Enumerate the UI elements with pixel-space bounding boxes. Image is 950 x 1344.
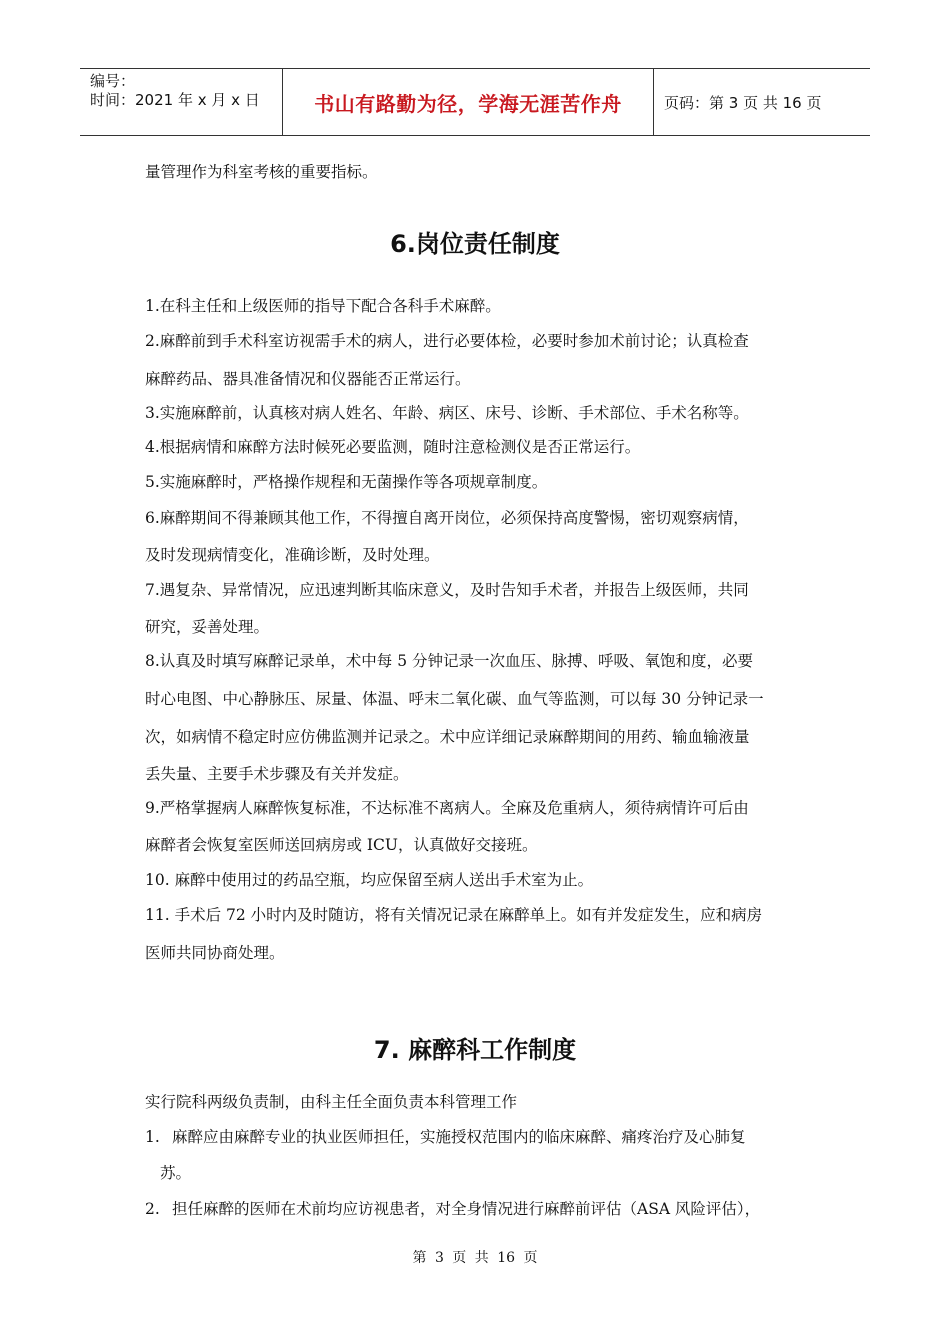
section6-line: 3.实施麻醉前，认真核对病人姓名、年龄、病区、床号、诊断、手术部位、手术名称等。: [145, 404, 749, 422]
section6-title: 6.岗位责任制度: [390, 230, 560, 258]
section6-line: 7.遇复杂、异常情况，应迅速判断其临床意义，及时告知手术者，并报告上级医师，共同: [145, 581, 749, 599]
section6-line: 次，如病情不稳定时应仿佛监测并记录之。术中应详细记录麻醉期间的用药、输血输液量: [145, 728, 750, 746]
section6-line: 医师共同协商处理。: [145, 944, 285, 962]
section6-line: 及时发现病情变化，准确诊断，及时处理。: [145, 546, 440, 564]
section6-line: 11. 手术后 72 小时内及时随访，将有关情况记录在麻醉单上。如有并发症发生，应和病房: [145, 906, 763, 924]
section7-intro: 实行院科两级负责制，由科主任全面负责本科管理工作: [145, 1093, 518, 1111]
document-header: [80, 68, 870, 136]
list-item-text: 苏。: [160, 1164, 192, 1182]
section6-line: 研究，妥善处理。: [145, 618, 270, 636]
list-item-text: 担任麻醉的医师在术前均应访视患者，对全身情况进行麻醉前评估（ASA 风险评估），: [172, 1200, 761, 1218]
header-motto-cell: [282, 69, 654, 135]
section6-line: 4.根据病情和麻醉方法时候死必要监测，随时注意检测仪是否正常运行。: [145, 438, 641, 456]
section7-title: 7. 麻醉科工作制度: [373, 1036, 577, 1064]
header-meta-cell: [80, 69, 282, 135]
intro-line: 量管理作为科室考核的重要指标。: [145, 163, 378, 181]
section6-line: 1.在科主任和上级医师的指导下配合各科手术麻醉。: [145, 297, 501, 315]
section6-line: 时心电图、中心静脉压、尿量、体温、呼末二氧化碳、血气等监测，可以每 30 分钟记录一: [145, 690, 764, 708]
section6-line: 6.麻醉期间不得兼顾其他工作，不得擅自离开岗位，必须保持高度警惕，密切观察病情，: [145, 509, 749, 527]
list-item-number: 1.: [145, 1128, 160, 1146]
section6-line: 麻醉者会恢复室医师送回病房或 ICU，认真做好交接班。: [145, 836, 538, 854]
header-number-label: 编号：: [90, 72, 136, 90]
section6-line: 9.严格掌握病人麻醉恢复标准，不达标准不离病人。全麻及危重病人，须待病情许可后由: [145, 799, 749, 817]
section6-line: 2.麻醉前到手术科室访视需手术的病人，进行必要体检，必要时参加术前讨论；认真检查: [145, 332, 749, 350]
header-motto: 书山有路勤为径，学海无涯苦作舟: [314, 91, 622, 116]
list-item-text: 麻醉应由麻醉专业的执业医师担任，实施授权范围内的临床麻醉、痛疼治疗及心肺复: [172, 1128, 746, 1146]
section6-line: 丢失量、主要手术步骤及有关并发症。: [145, 765, 409, 783]
section6-line: 10. 麻醉中使用过的药品空瓶，均应保留至病人送出手术室为止。: [145, 871, 594, 889]
section6-line: 8.认真及时填写麻醉记录单，术中每 5 分钟记录一次血压、脉搏、呼吸、氧饱和度，必要: [145, 652, 754, 670]
page-footer: 第 3 页 共 16 页: [412, 1250, 538, 1266]
header-time-label: 时间：2021 年 x 月 x 日: [90, 91, 260, 109]
section6-line: 麻醉药品、器具准备情况和仪器能否正常运行。: [145, 370, 471, 388]
header-page-info: 页码：第 3 页 共 16 页: [664, 93, 822, 112]
section6-line: 5.实施麻醉时，严格操作规程和无菌操作等各项规章制度。: [145, 473, 548, 491]
list-item-number: 2.: [145, 1200, 160, 1218]
header-page-cell: [654, 69, 870, 135]
